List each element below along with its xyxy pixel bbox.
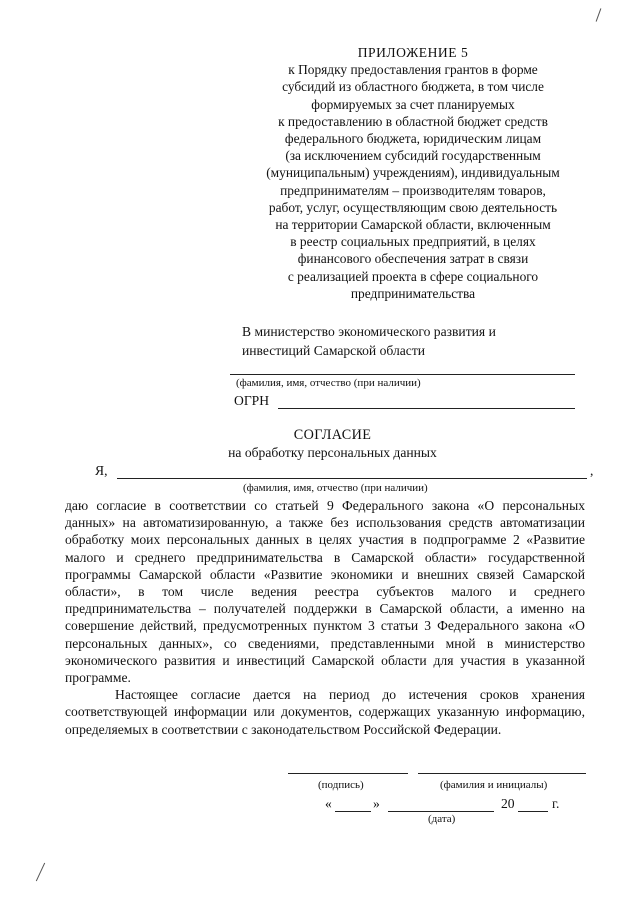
appendix-line: субсидий из областного бюджета, в том числе	[282, 79, 544, 95]
appendix-line: в реестр социальных предприятий, в целях	[290, 234, 536, 250]
appendix-line: федерального бюджета, юридическим лицам	[284, 131, 542, 147]
date-year-field[interactable]	[518, 811, 548, 812]
consent-body	[65, 497, 585, 738]
appendix-line: к Порядку предоставления грантов в форме	[288, 62, 538, 78]
signature-field[interactable]	[288, 773, 408, 774]
consent-paragraph: Настоящее согласие дается на период до истечения сроков хранения соответствующей информации или документов, содержащих указанную информацию, определяемых в соответствии с законодательством Российской Федерации.	[65, 687, 585, 737]
appendix-line: (муниципальным) учреждениям), индивидуальным	[266, 165, 560, 181]
recipient-block	[242, 322, 496, 360]
appendix-line: с реализацией проекта в сфере социального	[287, 268, 539, 284]
signature-caption: (подпись)	[318, 779, 364, 791]
date-day-field[interactable]	[335, 811, 371, 812]
recipient-line: инвестиций Самарской области	[242, 343, 426, 358]
consent-subtitle: на обработку персональных данных	[228, 445, 437, 460]
scan-mark	[36, 863, 45, 882]
date-quote-close: »	[373, 796, 380, 811]
consent-paragraph: даю согласие в соответствии со статьей 9 Федерального закона «О персональных данных» на автоматизированную, а также без использования средств автоматизации обработку моих персональных данных в целях участия в подпрограмме 2 «Развитие малого и среднего предпринимательства в Самарской области» государственной программы Самарской области «Развитие экономики и внешних связей Самарской области», в том числе ведения реестра субъектов малого и среднего предпринимательства – получателей поддержки в Самарской области, а именно на совершение действий, предусмотренных пунктом 3 статьи 3 Федерального закона «О персональных данных», со сведениями, представленными мной в министерство экономического развития и инвестиций Самарской области для участия в указанной программе.	[65, 498, 585, 686]
appendix-line: (за исключением субсидий государственным	[285, 148, 541, 164]
appendix-header	[218, 44, 608, 302]
signature-name-field[interactable]	[418, 773, 586, 774]
appendix-line: формируемых за счет планируемых	[311, 96, 515, 112]
consent-name-caption: (фамилия, имя, отчество (при наличии)	[243, 482, 428, 494]
date-month-field[interactable]	[388, 811, 494, 812]
scan-mark	[596, 8, 602, 21]
applicant-name-caption: (фамилия, имя, отчество (при наличии)	[236, 377, 421, 389]
consent-comma: ,	[590, 463, 594, 478]
appendix-line: на территории Самарской области, включенным	[275, 217, 551, 233]
appendix-line: к предоставлению в областной бюджет средств	[278, 113, 548, 129]
appendix-line: финансового обеспечения затрат в связи	[297, 251, 529, 267]
date-year-suffix: г.	[552, 796, 560, 811]
applicant-name-field[interactable]	[230, 374, 575, 375]
appendix-line: работ, услуг, осуществляющим свою деятельность	[268, 199, 558, 215]
appendix-title: ПРИЛОЖЕНИЕ 5	[357, 45, 469, 60]
date-quote-open: «	[325, 796, 332, 811]
date-caption: (дата)	[428, 813, 456, 825]
recipient-line: В министерство экономического развития и	[242, 324, 496, 339]
ogrn-field[interactable]	[278, 408, 575, 409]
signature-name-caption: (фамилия и инициалы)	[440, 779, 548, 791]
appendix-line: предпринимателям – производителям товаров,	[280, 182, 546, 198]
consent-title: СОГЛАСИЕ	[293, 427, 372, 443]
appendix-line: предпринимательства	[350, 285, 476, 301]
ogrn-label: ОГРН	[234, 393, 270, 408]
consent-name-field[interactable]	[117, 478, 587, 479]
consent-ya: Я,	[95, 463, 108, 478]
date-year-prefix: 20	[501, 796, 515, 811]
